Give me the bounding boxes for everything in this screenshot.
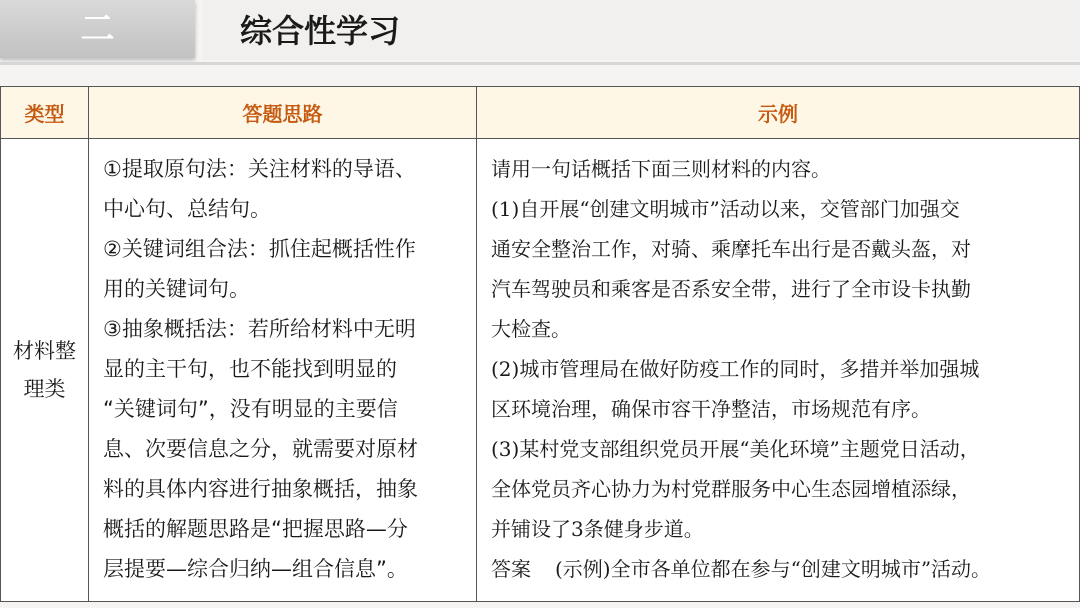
method-line: 概括的解题思路是“把握思路—分 (103, 517, 408, 541)
method-line: ②关键词组合法：抓住起概括性作 (103, 237, 416, 261)
example-line: 汽车驾驶员和乘客是否系安全带，进行了全市设卡执勤 (491, 277, 971, 301)
type-line: 理类 (23, 377, 66, 401)
example-line: 全体党员齐心协力为村党群服务中心生态园增植添绿， (491, 477, 971, 501)
example-line: 通安全整治工作，对骑、乘摩托车出行是否戴头盔，对 (491, 237, 971, 261)
method-line: 层提要—综合归纳—组合信息”。 (103, 557, 408, 581)
example-line: (1)自开展“创建文明城市”活动以来，交管部门加强交 (491, 197, 960, 221)
method-cell (89, 139, 477, 602)
method-line: 显的主干句，也不能找到明显的 (103, 357, 397, 381)
type-cell (1, 139, 89, 602)
type-line: 材料整 (13, 339, 76, 363)
example-line: (2)城市管理局在做好防疫工作的同时，多措并举加强城 (491, 357, 980, 381)
example-line: 并铺设了3条健身步道。 (491, 517, 704, 541)
header-divider (0, 62, 1080, 65)
method-line: ①提取原句法：关注材料的导语、 (103, 157, 416, 181)
method-line: 息、次要信息之分，就需要对原材 (103, 437, 418, 461)
header-method: 答题思路 (89, 87, 477, 139)
answer-text: (示例)全市各单位都在参与“创建文明城市”活动。 (555, 557, 992, 581)
method-line: ③抽象概括法：若所给材料中无明 (103, 317, 416, 341)
method-line: 中心句、总结句。 (103, 197, 271, 221)
slide-header (0, 0, 1080, 66)
method-line: 料的具体内容进行抽象概括，抽象 (103, 477, 418, 501)
header-example: 示例 (477, 87, 1080, 139)
example-line: (3)某村党支部组织党员开展“美化环境”主题党日活动， (491, 437, 980, 461)
answer-line (491, 549, 1079, 589)
content-table (0, 86, 1080, 602)
example-line: 请用一句话概括下面三则材料的内容。 (491, 157, 831, 181)
method-line: 用的关键词句。 (103, 277, 250, 301)
header-type: 类型 (1, 87, 89, 139)
example-line: 大检查。 (491, 317, 571, 341)
table-header-row (1, 87, 1080, 139)
example-line: 区环境治理，确保市容干净整洁，市场规范有序。 (491, 397, 931, 421)
example-cell (477, 139, 1080, 602)
page-title: 综合性学习 (240, 12, 401, 50)
answer-label: 答案 (491, 557, 531, 581)
section-number: 二 (80, 9, 115, 49)
table-row (1, 139, 1080, 602)
method-line: “关键词句”，没有明显的主要信 (103, 397, 398, 421)
